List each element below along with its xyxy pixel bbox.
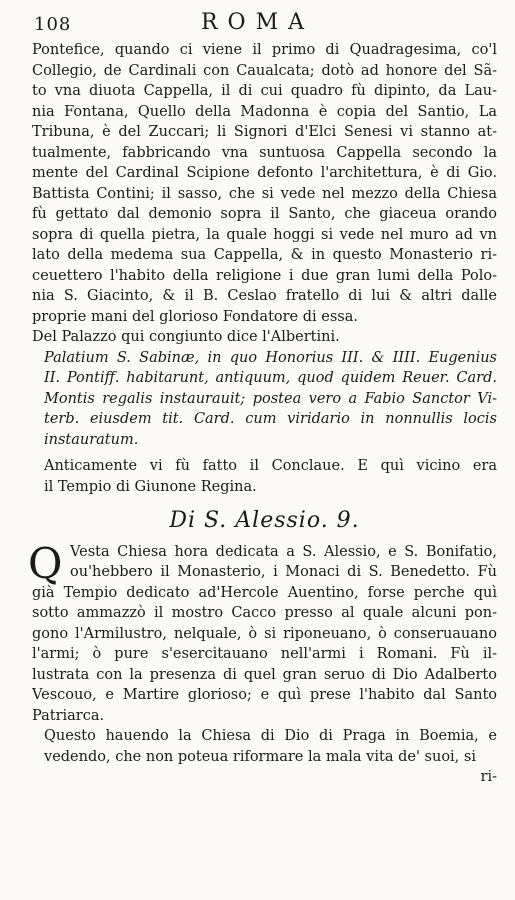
drop-cap-letter: Q	[28, 538, 63, 588]
page-number: 108	[34, 14, 72, 35]
text-line: lato della medema sua Cappella, & in questo Monasterio ri-	[32, 247, 497, 263]
paragraph-conclave	[32, 456, 497, 497]
text-line: ceuettero l'habito della religione i due gran lumi della Polo-	[32, 267, 497, 284]
quote-line: II. Pontiff. habitarunt, antiquum, quod quidem Reuer. Card.	[44, 370, 497, 386]
text-line: nia Fontana, Quello della Madonna è copia del Santio, La	[32, 103, 497, 120]
text-line: Anticamente vi fù fatto il Conclaue. E quì vicino era	[44, 458, 497, 474]
text-line: fù gettato dal demonio sopra il Santo, che giaceua orando	[32, 206, 497, 222]
text-line: gono l'Armilustro, nelquale, ò si riponeuano, ò conseruauano	[32, 625, 497, 642]
text-line: Battista Contini; il sasso, che si vede nel mezzo della Chiesa	[32, 185, 497, 202]
text-line: Tribuna, è del Zuccari; li Signori d'Elci Senesi vi stanno at-	[32, 124, 497, 140]
text-line: Collegio, de Cardinali con Caualcata; dotò ad honore del Sã-	[32, 62, 497, 79]
text-line: to vna diuota Cappella, il di cui quadro fù dipinto, da Lau-	[32, 83, 497, 99]
text-line: Vesta Chiesa hora dedicata a S. Alessio, e S. Bonifatio,	[70, 543, 497, 560]
section-title: Di S. Alessio. 9.	[169, 508, 360, 533]
text-line: mente del Cardinal Scipione defonto l'architettura, è di Gio.	[32, 165, 497, 181]
paragraph-church-history	[32, 40, 497, 327]
text-line: il Tempio di Giunone Regina.	[44, 478, 257, 495]
palazzo-intro-line: Del Palazzo qui congiunto dice l'Albertini.	[32, 329, 340, 345]
latin-quotation	[32, 348, 497, 451]
text-line: nia S. Giacinto, & il B. Ceslao fratello di lui & altri dalle	[32, 288, 497, 304]
text-line: Pontefice, quando ci viene il primo di Quadragesima, co'l	[32, 42, 497, 58]
text-line: lustrata con la presenza di quel gran seruo di Dio Adalberto	[32, 666, 497, 683]
running-head: ROMA	[200, 10, 314, 35]
quote-line: instauratum.	[44, 431, 139, 448]
text-line: sopra di quella pietra, la quale hoggi si vede nel muro ad vn	[32, 226, 497, 243]
text-line: proprie mani del glorioso Fondatore di essa.	[32, 308, 358, 325]
page-header	[22, 8, 493, 38]
text-line: Patriarca.	[32, 707, 105, 724]
text-line: l'armi; ò pure s'esercitauano nell'armi i Romani. Fù il-	[32, 646, 497, 662]
quote-line: Montis regalis instaurauit; postea vero a Fabio Sanctor Vi-	[44, 390, 497, 407]
text-line: ou'hebbero il Monasterio, i Monaci di S. Benedetto. Fù	[70, 564, 497, 580]
text-line: tualmente, fabbricando vna suntuosa Cappella secondo la	[32, 144, 497, 161]
quote-line: Palatium S. Sabinæ, in quo Honorius III. & IIII. Eugenius	[44, 349, 497, 366]
text-line: vedendo, che non poteua riformare la mala vita de' suoi, si	[44, 748, 476, 765]
text-line: Vescouo, e Martire glorioso; e quì prese l'habito dal Santo	[32, 687, 497, 703]
catchword: ri-	[480, 769, 497, 785]
text-line: sotto ammazzò il mostro Cacco presso al quale alcuni pon-	[32, 605, 497, 621]
paragraph-alessio	[28, 538, 497, 727]
paragraph-praga	[32, 726, 497, 767]
text-line: già Tempio dedicato ad'Hercole Auentino, forse perche quì	[32, 584, 497, 601]
quote-line: terb. eiusdem tit. Card. cum viridario in nonnullis locis	[44, 411, 497, 427]
page-body	[28, 40, 497, 788]
text-line: Questo hauendo la Chiesa di Dio di Praga in Boemia, e	[44, 728, 497, 744]
